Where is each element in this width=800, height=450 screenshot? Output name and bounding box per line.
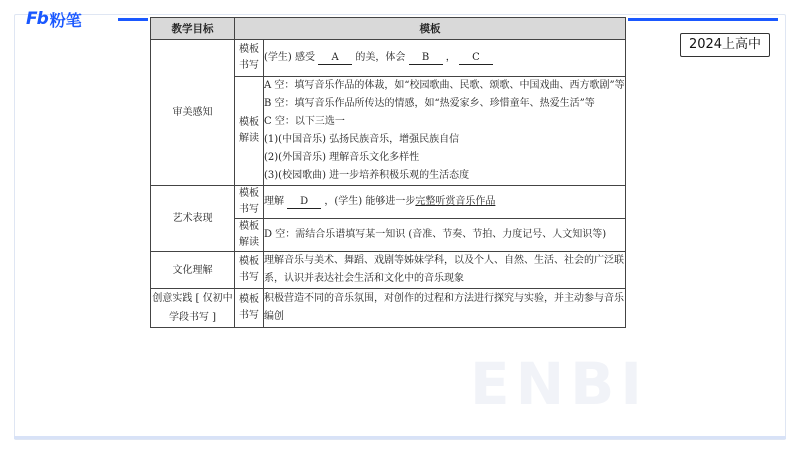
- text-segment: 的美，体会: [355, 52, 406, 63]
- interp-line: (1)(中国音乐) 弘扬民族音乐，增强民族自信: [264, 134, 460, 145]
- interp-line: C 空：以下三选一: [264, 116, 345, 127]
- bottom-accent-bar: [14, 436, 786, 439]
- goal-artistic: 艺术表现: [151, 186, 235, 252]
- interp-line: B 空：填写音乐作品所传达的情感，如“热爱家乡、珍惜童年、热爱生活”等: [264, 98, 595, 109]
- text-segment: (学生) 感受: [264, 52, 315, 63]
- type-cell: 模板书写: [235, 289, 264, 328]
- underlined-text: 完整听赏音乐作品: [415, 196, 496, 207]
- interp-line: A 空：填写音乐作品的体裁，如“校园歌曲、民歌、颂歌、中国戏曲、西方歌剧”等: [264, 80, 625, 91]
- watermark: ENBI: [470, 350, 648, 418]
- template-interpretation: [264, 77, 626, 186]
- header-accent-line-right: [628, 18, 778, 21]
- logo-text: 粉笔: [49, 10, 82, 30]
- logo-mark: Fb: [26, 9, 48, 29]
- table-header-row: [151, 18, 626, 40]
- goal-creative: 创意实践 [ 仅初中学段书写 ]: [151, 289, 235, 328]
- table-row: [151, 252, 626, 289]
- type-cell: 模板解读: [235, 219, 264, 252]
- template-writing: [264, 40, 626, 77]
- header-accent-line: [118, 18, 148, 21]
- interp-line: (3)(校园歌曲) 进一步培养积极乐观的生活态度: [264, 170, 470, 181]
- template-writing: 积极营造不同的音乐氛围，对创作的过程和方法进行探究与实验，并主动参与音乐编创: [264, 289, 626, 328]
- template-interpretation: D 空：需结合乐谱填写某一知识 (音准、节奏、节拍、力度记号、人文知识等): [264, 219, 626, 252]
- blank-c: C: [459, 51, 493, 65]
- table-row: [151, 186, 626, 219]
- blank-a: A: [318, 51, 352, 65]
- type-cell: 模板书写: [235, 252, 264, 289]
- table-row: [151, 289, 626, 328]
- brand-logo: [26, 8, 82, 30]
- blank-b: B: [409, 51, 443, 65]
- type-cell: 模板书写: [235, 40, 264, 77]
- type-cell: 模板解读: [235, 77, 264, 186]
- type-cell: 模板书写: [235, 186, 264, 219]
- header-template: 模板: [235, 18, 626, 40]
- goal-aesthetic: 审美感知: [151, 40, 235, 186]
- interp-line: (2)(外国音乐) 理解音乐文化多样性: [264, 152, 420, 163]
- table-row: [151, 40, 626, 77]
- goal-culture: 文化理解: [151, 252, 235, 289]
- template-writing: [264, 186, 626, 219]
- template-table: [150, 17, 626, 328]
- template-writing: 理解音乐与美术、舞蹈、戏剧等姊妹学科，以及个人、自然、生活、社会的广泛联系，认识并表达社会生活和文化中的音乐现象: [264, 252, 626, 289]
- text-segment: ，: [445, 52, 456, 63]
- exam-badge: 2024上高中: [680, 33, 770, 57]
- text-segment: ，(学生) 能够进一步: [324, 196, 416, 207]
- blank-d: D: [287, 195, 321, 209]
- header-goal: 教学目标: [151, 18, 235, 40]
- text-segment: 理解: [264, 196, 284, 207]
